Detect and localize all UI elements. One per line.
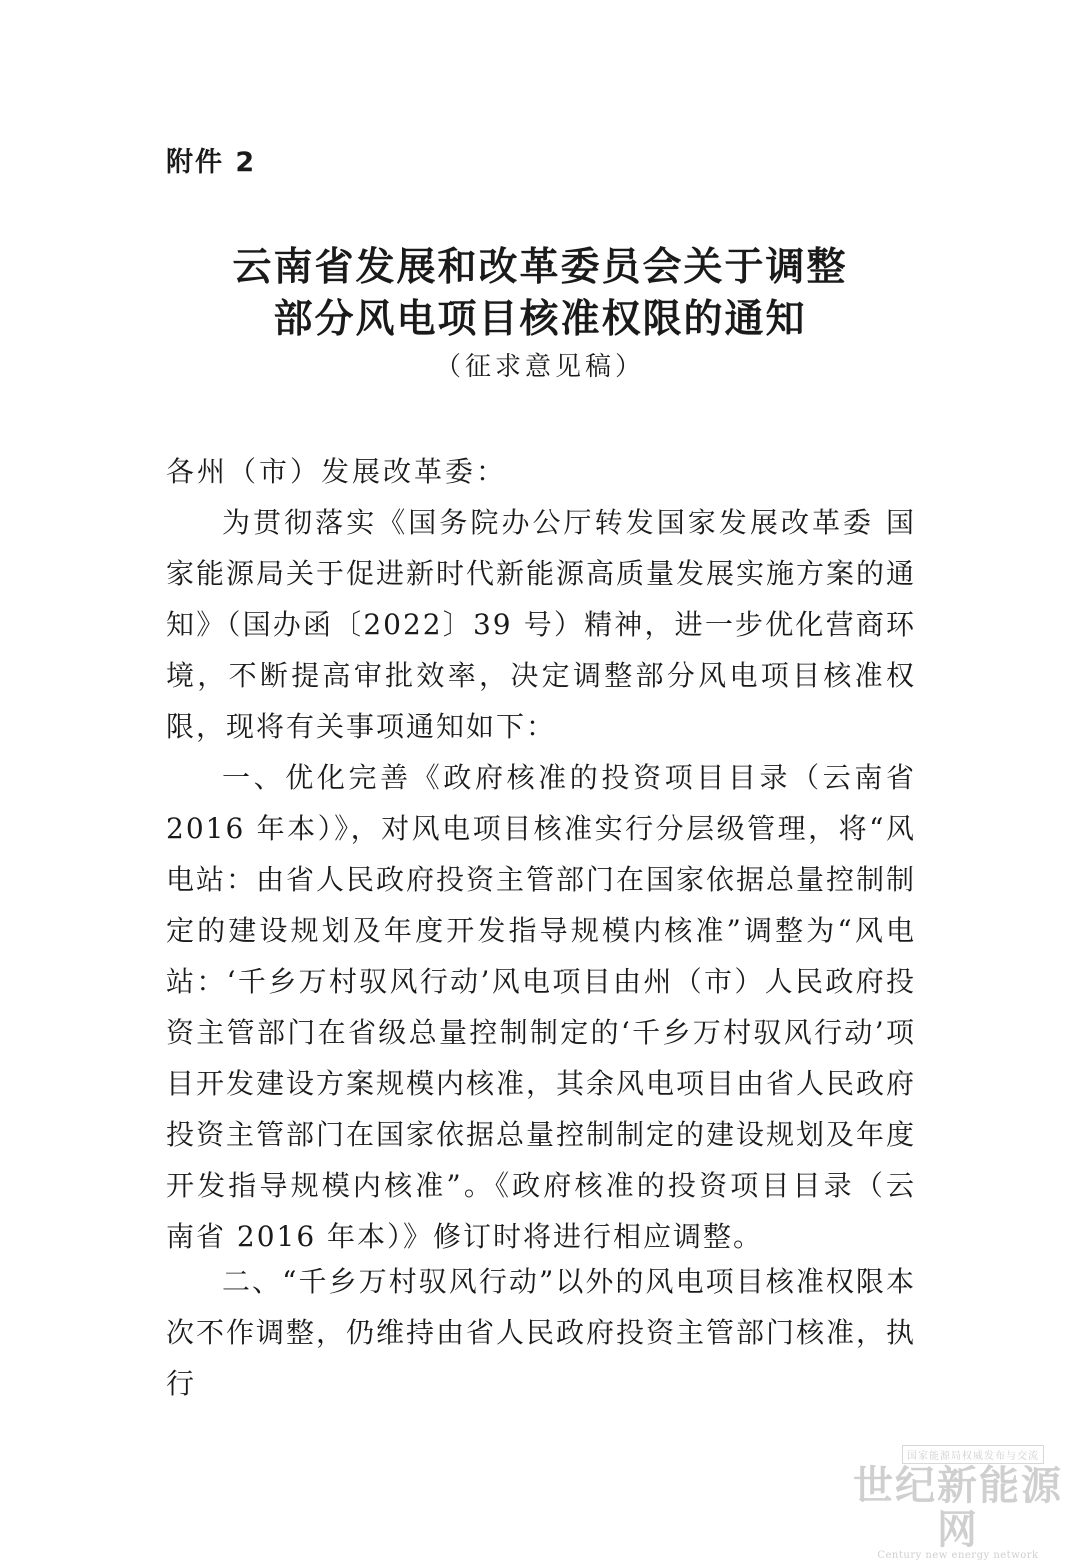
watermark-logo — [848, 1444, 1068, 1561]
paragraph-item-2 — [166, 1256, 916, 1409]
paragraph-item-1 — [166, 752, 916, 1262]
watermark-tagline: 国家能源局权威发布与交流 — [902, 1445, 1044, 1464]
salutation — [166, 446, 916, 497]
document-title-line-1: 云南省发展和改革委员会关于调整 — [232, 244, 848, 290]
document-subtitle: （征求意见稿） — [434, 352, 645, 382]
paragraph-item-2-text: 二、“千乡万村驭风行动”以外的风电项目核准权限本次不作调整，仍维持由省人民政府投资主管部门核准，执行 — [166, 1265, 917, 1400]
document-title-line-2: 部分风电项目核准权限的通知 — [273, 296, 807, 342]
attachment-label: 附件 2 — [166, 147, 257, 178]
salutation-text: 各州（市）发展改革委： — [166, 455, 508, 488]
paragraph-intro-text: 为贯彻落实《国务院办公厅转发国家发展改革委 国家能源局关于促进新时代新能源高质量发展实施方案的通知》（国办函〔2022〕39 号）精神，进一步优化营商环境，不断提高审批效率，决定调整部分风电项目核准权限，现将有关事项通知如下： — [166, 506, 917, 743]
watermark-name: 世纪新能源网 — [853, 1462, 1063, 1553]
watermark-english: Century new energy network — [877, 1550, 1039, 1561]
paragraph-item-1-text: 一、优化完善《政府核准的投资项目目录（云南省 2016 年本）》，对风电项目核准实行分层级管理，将“风电站：由省人民政府投资主管部门在国家依据总量控制制定的建设规划及年度开发指导规模内核准”调整为“风电站：‘千乡万村驭风行动’风电项目由州（市）人民政府投资主管部门在省级总量控制制定的‘千乡万村驭风行动’项目开发建设方案规模内核准，其余风电项目由省人民政府投资主管部门在国家依据总量控制制定的建设规划及年度开发指导规模内核准”。《政府核准的投资项目目录（云南省 2016 年本）》修订时将进行相应调整。 — [166, 761, 917, 1253]
paragraph-intro — [166, 497, 916, 752]
